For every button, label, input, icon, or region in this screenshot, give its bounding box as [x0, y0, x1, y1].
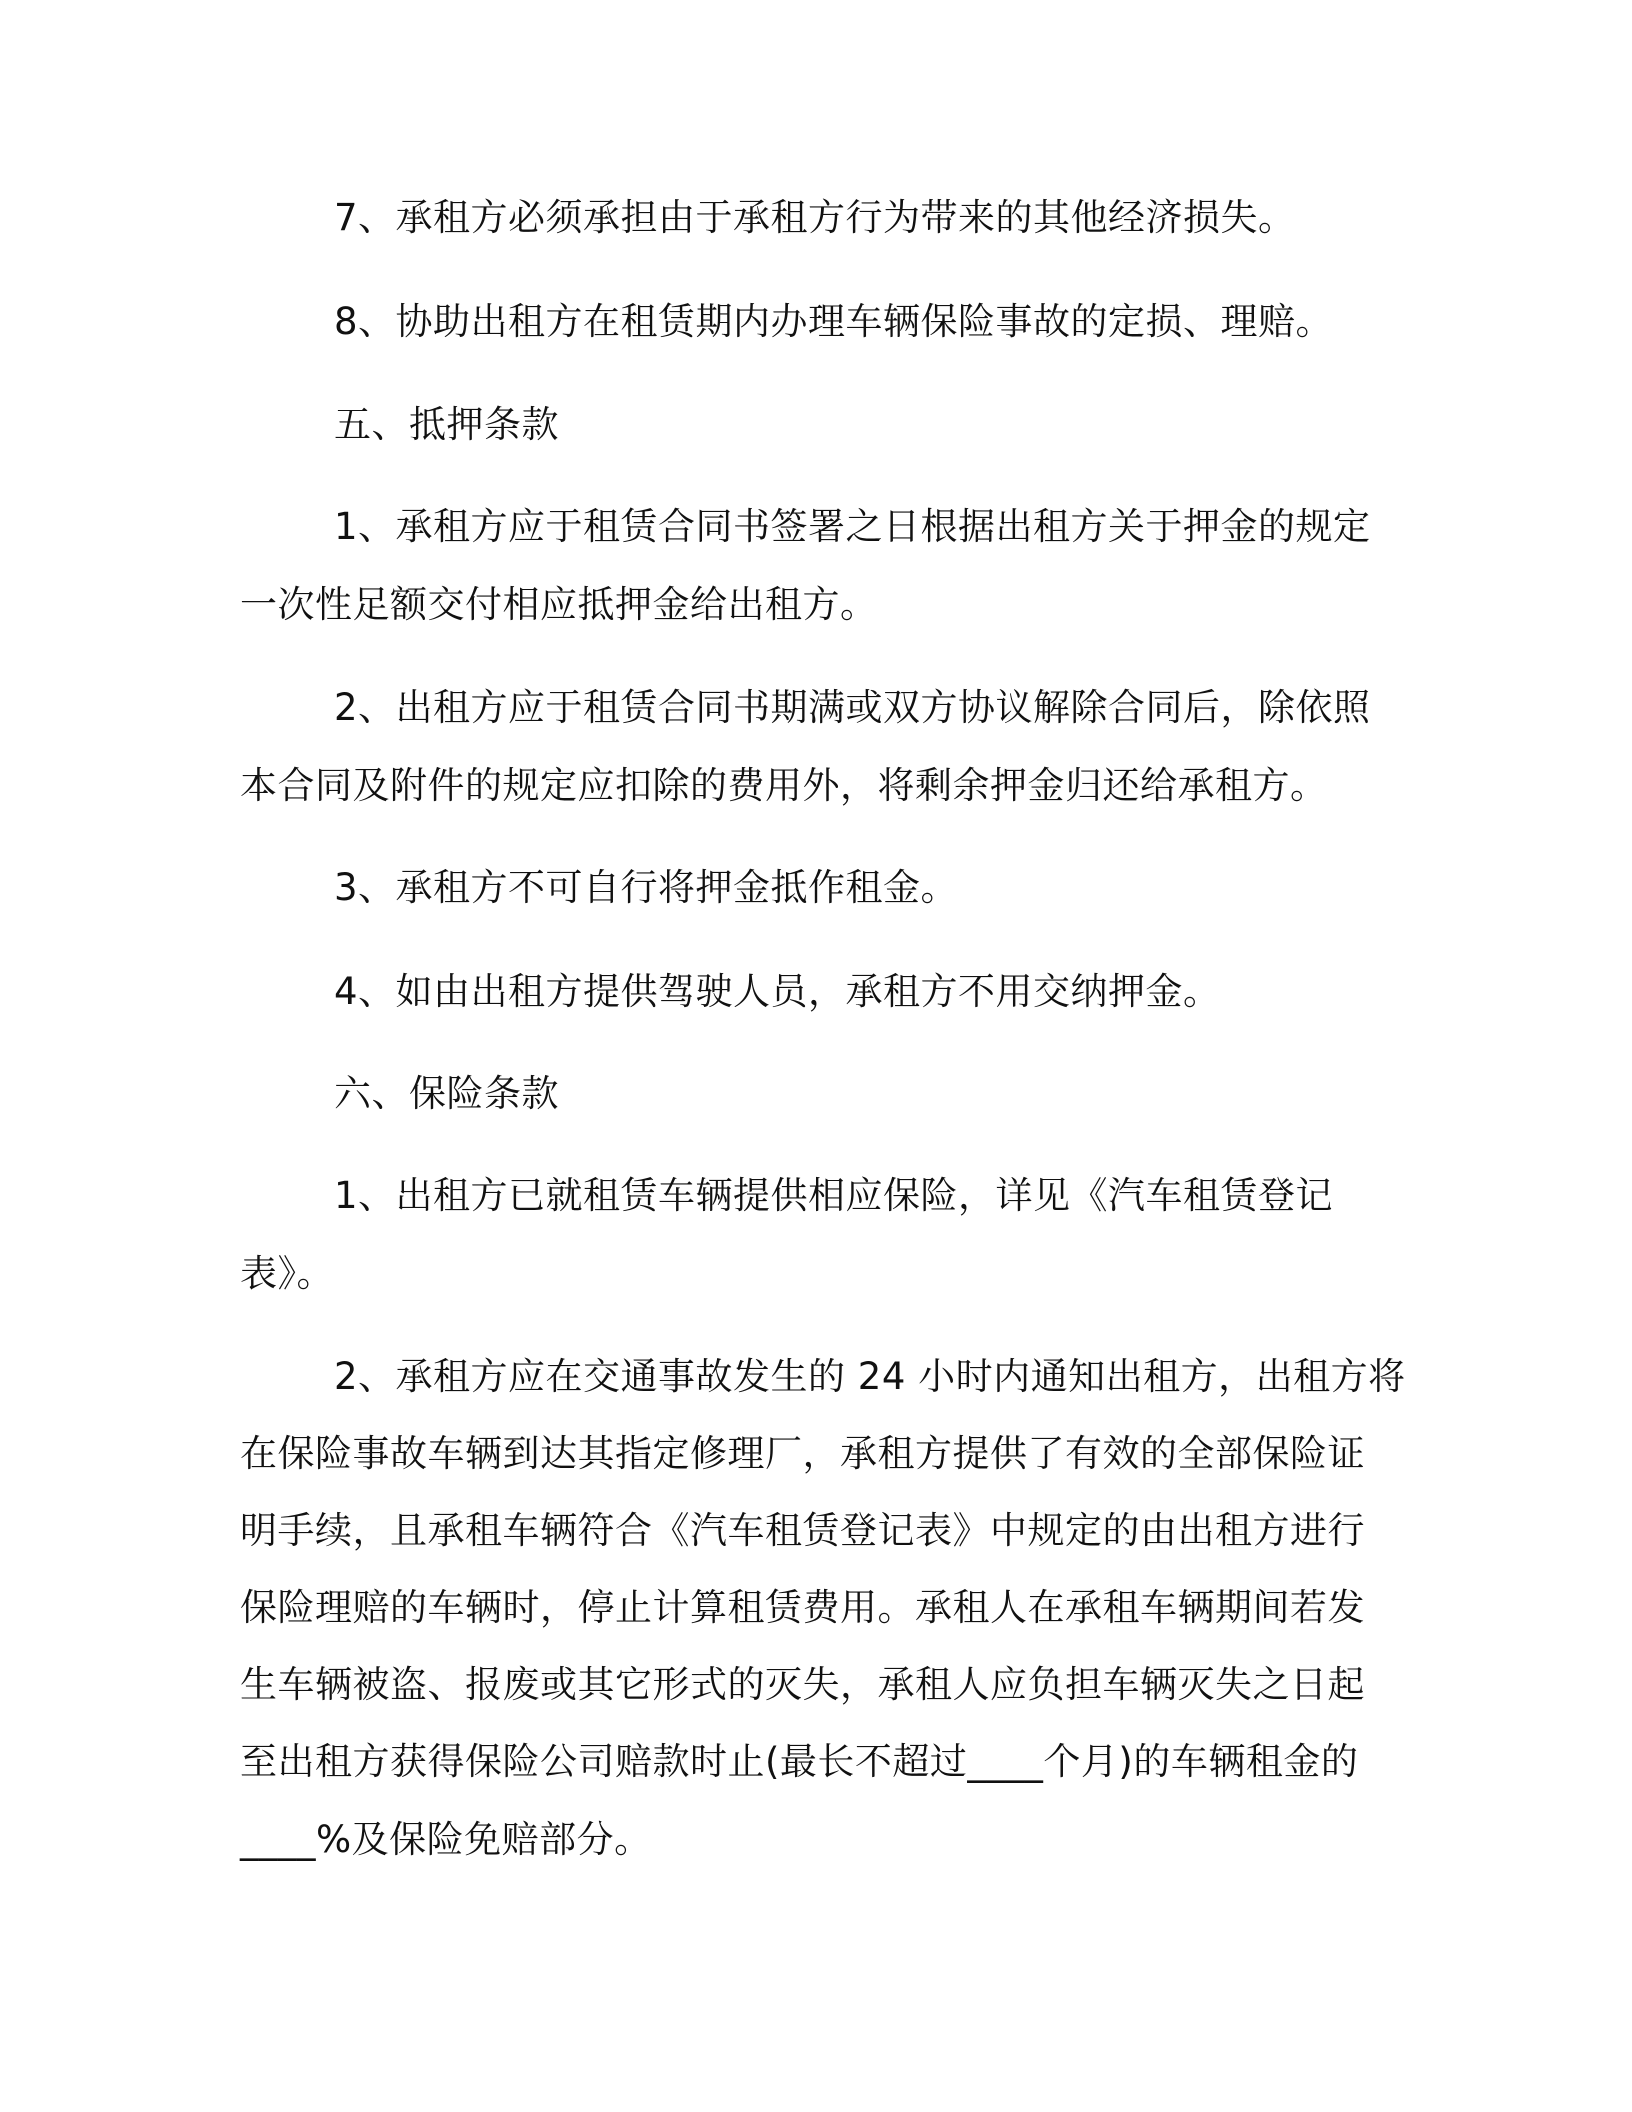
insurance-clause-2-line-6: 至出租方获得保险公司赔款时止(最长不超过____个月)的车辆租金的	[240, 1740, 1359, 1783]
deposit-clause-4-line: 4、如由出租方提供驾驶人员，承租方不用交纳押金。	[334, 970, 1221, 1013]
insurance-clause-2-line-1: 2、承租方应在交通事故发生的 24 小时内通知出租方，出租方将	[334, 1355, 1406, 1398]
insurance-clause-2-line-3: 明手续，且承租车辆符合《汽车租赁登记表》中规定的由出租方进行	[240, 1509, 1365, 1552]
clause-8-line: 8、协助出租方在租赁期内办理车辆保险事故的定损、理赔。	[334, 300, 1334, 343]
deposit-clause-2-line-1: 2、出租方应于租赁合同书期满或双方协议解除合同后，除依照	[334, 686, 1371, 729]
deposit-clause-1-line-1: 1、承租方应于租赁合同书签署之日根据出租方关于押金的规定	[334, 505, 1371, 548]
insurance-clause-2-line-2: 在保险事故车辆到达其指定修理厂，承租方提供了有效的全部保险证	[240, 1432, 1365, 1475]
insurance-clause-1-line-1: 1、出租方已就租赁车辆提供相应保险，详见《汽车租赁登记	[334, 1174, 1334, 1217]
deposit-clause-1-line-2: 一次性足额交付相应抵押金给出租方。	[240, 583, 878, 626]
deposit-clause-2-line-2: 本合同及附件的规定应扣除的费用外，将剩余押金归还给承租方。	[240, 764, 1328, 807]
insurance-clause-2-line-5: 生车辆被盗、报废或其它形式的灭失，承租人应负担车辆灭失之日起	[240, 1663, 1365, 1706]
section-heading-5: 五、抵押条款	[334, 403, 559, 446]
insurance-clause-2-line-4: 保险理赔的车辆时，停止计算租赁费用。承租人在承租车辆期间若发	[240, 1586, 1365, 1629]
deposit-clause-3-line: 3、承租方不可自行将押金抵作租金。	[334, 866, 959, 909]
insurance-clause-1-line-2: 表》。	[240, 1252, 334, 1295]
clause-7-line: 7、承租方必须承担由于承租方行为带来的其他经济损失。	[334, 196, 1296, 239]
section-heading-6: 六、保险条款	[334, 1072, 559, 1115]
insurance-clause-2-line-7: ____%及保险免赔部分。	[240, 1818, 652, 1861]
